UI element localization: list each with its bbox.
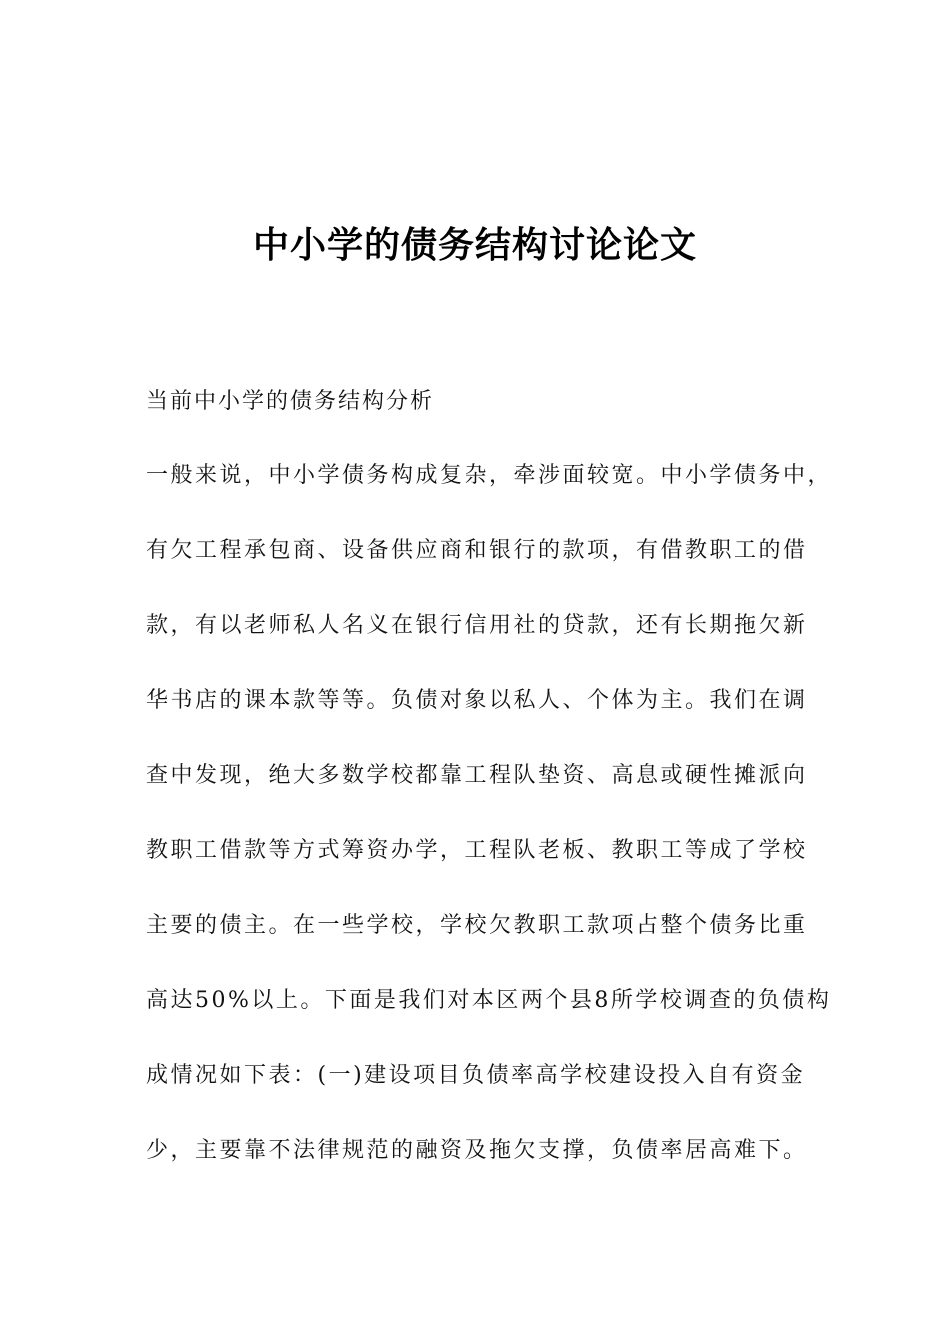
paragraph-line: 成情况如下表：(一)建设项目负债率高学校建设投入自有资金	[146, 1063, 806, 1088]
paragraph-line: 一般来说，中小学债务构成复杂，牵涉面较宽。中小学债务中，	[146, 463, 833, 488]
paragraph-line: 有欠工程承包商、设备供应商和银行的款项，有借教职工的借	[146, 538, 808, 563]
paragraph-line: 教职工借款等方式筹资办学，工程队老板、教职工等成了学校	[146, 838, 808, 863]
section-heading: 当前中小学的债务结构分析	[146, 389, 435, 414]
paragraph-line: 华书店的课本款等等。负债对象以私人、个体为主。我们在调	[146, 688, 808, 713]
paragraph-line: 主要的债主。在一些学校，学校欠教职工款项占整个债务比重	[146, 913, 808, 938]
paragraph-line: 少，主要靠不法律规范的融资及拖欠支撑，负债率居高难下。	[146, 1138, 808, 1163]
paragraph-line: 查中发现，绝大多数学校都靠工程队垫资、高息或硬性摊派向	[146, 763, 808, 788]
document-title: 中小学的债务结构讨论论文	[252, 225, 697, 266]
paragraph-line: 高达50%以上。下面是我们对本区两个县8所学校调查的负债构	[146, 988, 832, 1013]
paragraph-line: 款，有以老师私人名义在银行信用社的贷款，还有长期拖欠新	[146, 613, 808, 638]
